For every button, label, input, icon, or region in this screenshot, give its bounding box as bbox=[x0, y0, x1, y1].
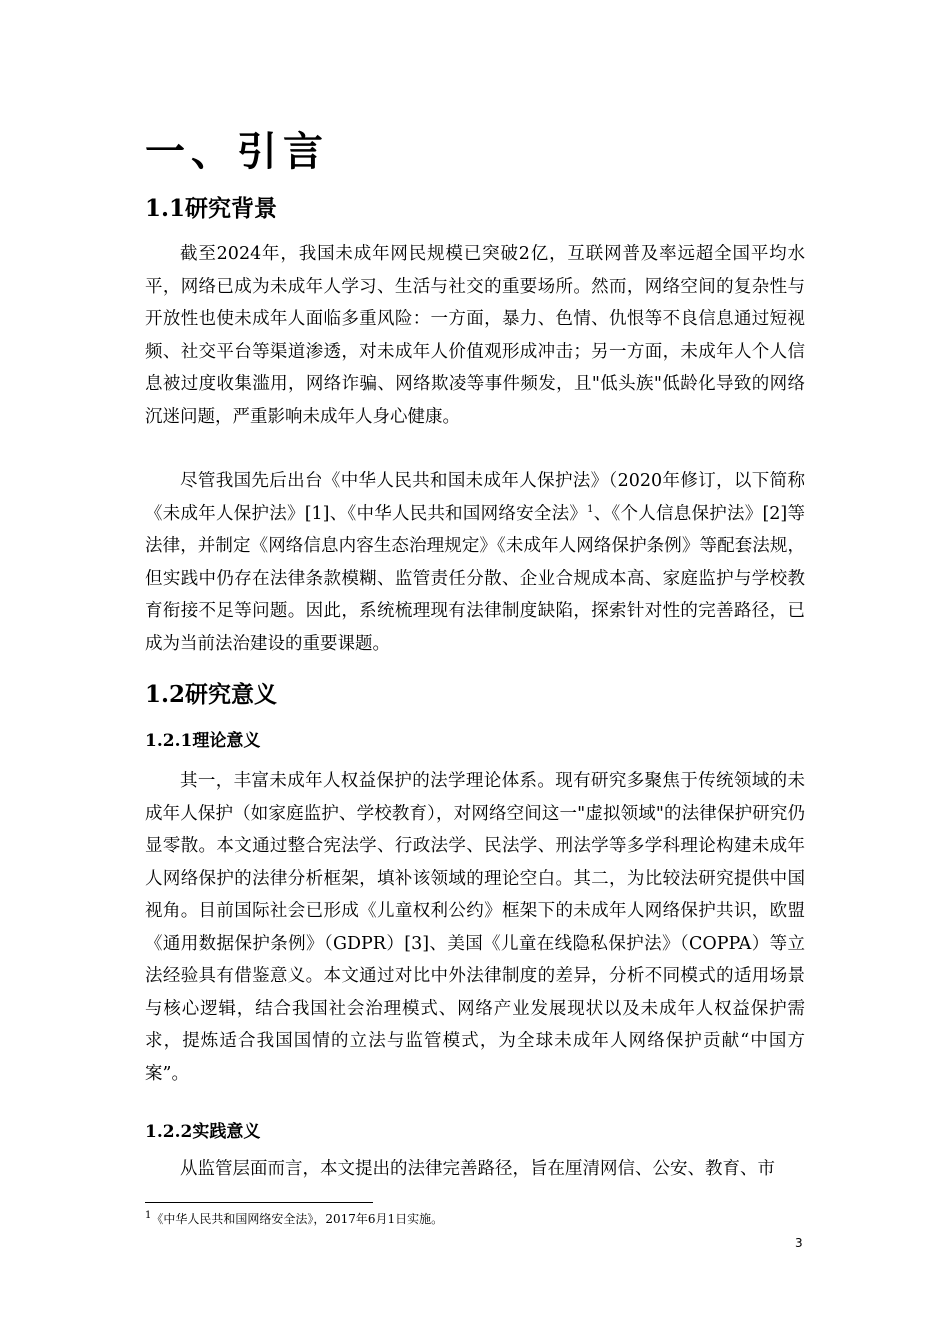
paragraph-text: 、《个人信息保护法》[2]等法律，并制定《网络信息内容生态治理规定》《未成年人网络保护条例》等配套法规，但实践中仍存在法律条款模糊、监管责任分散、企业合规成本高、家庭监护与学校教育衔接不足等问题。因此，系统梳理现有法律制度缺陷，探索针对性的完善路径，已成为当前法治建设的重要课题。 bbox=[145, 503, 805, 654]
paragraph-practice: 从监管层面而言，本文提出的法律完善路径，旨在厘清网信、公安、教育、市 bbox=[180, 1159, 775, 1179]
subsection-heading-1-2-2: 1.2.2实践意义 bbox=[145, 1122, 261, 1142]
footnote-separator bbox=[145, 1202, 373, 1203]
footnote-mark: 1 bbox=[145, 1210, 152, 1221]
page-number: 3 bbox=[795, 1236, 803, 1250]
footnote bbox=[145, 1210, 443, 1228]
paragraph-background-2 bbox=[145, 465, 805, 660]
chapter-heading: 一、引言 bbox=[145, 128, 329, 175]
paragraph-text: 尽管我国先后出台《中华人民共和国未成年人保护法》（2020年修订，以下简称《未成年人保护法》[1]、《中华人民共和国网络安全法》 bbox=[145, 471, 805, 524]
footnote-reference: 1 bbox=[587, 503, 594, 515]
paragraph-theory: 其一，丰富未成年人权益保护的法学理论体系。现有研究多聚焦于传统领域的未成年人保护（如家庭监护、学校教育），对网络空间这一"虚拟领域"的法律保护研究仍显零散。本文通过整合宪法学、行政法学、民法学、刑法学等多学科理论构建未成年人网络保护的法律分析框架，填补该领域的理论空白。其二，为比较法研究提供中国视角。目前国际社会已形成《儿童权利公约》框架下的未成年人网络保护共识，欧盟《通用数据保护条例》（GDPR）[3]、美国《儿童在线隐私保护法》（COPPA）等立法经验具有借鉴意义。本文通过对比中外法律制度的差异，分析不同模式的适用场景与核心逻辑，结合我国社会治理模式、网络产业发展现状以及未成年人权益保护需求，提炼适合我国国情的立法与监管模式，为全球未成年人网络保护贡献“中国方案”。 bbox=[145, 771, 805, 1084]
section-heading-1-2: 1.2研究意义 bbox=[145, 681, 278, 708]
section-heading-1-1: 1.1研究背景 bbox=[145, 195, 278, 222]
footnote-text: 《中华人民共和国网络安全法》，2017年6月1日实施。 bbox=[151, 1212, 444, 1226]
subsection-heading-1-2-1: 1.2.1理论意义 bbox=[145, 731, 261, 751]
paragraph-background-1: 截至2024年，我国未成年网民规模已突破2亿，互联网普及率远超全国平均水平，网络已成为未成年人学习、生活与社交的重要场所。然而，网络空间的复杂性与开放性也使未成年人面临多重风险：一方面，暴力、色情、仇恨等不良信息通过短视频、社交平台等渠道渗透，对未成年人价值观形成冲击；另一方面，未成年人个人信息被过度收集滥用，网络诈骗、网络欺凌等事件频发，且"低头族"低龄化导致的网络沉迷问题，严重影响未成年人身心健康。 bbox=[145, 244, 805, 427]
